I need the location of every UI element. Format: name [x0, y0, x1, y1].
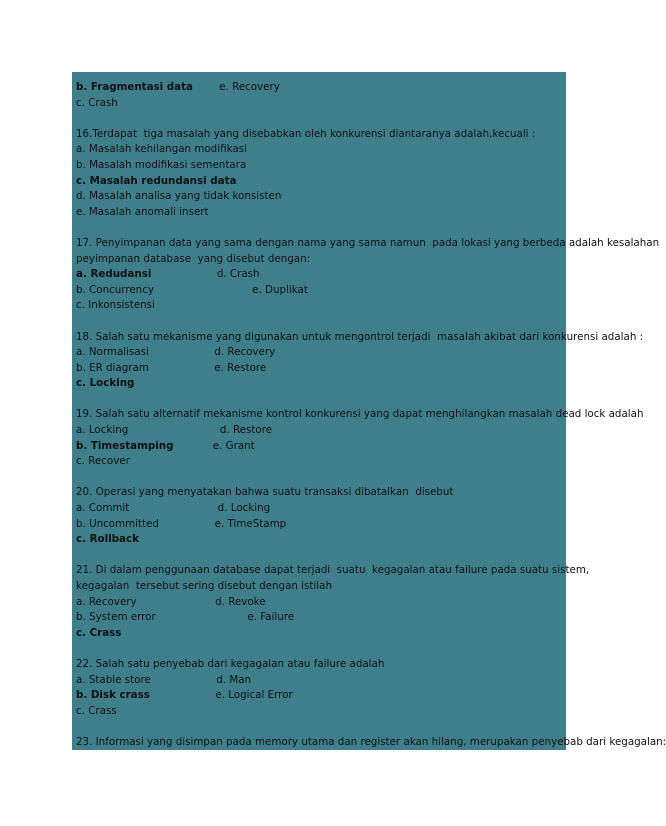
text-line [76, 439, 566, 455]
blank-line [76, 548, 566, 564]
text-line [76, 423, 566, 439]
text-line [76, 454, 566, 470]
text-line [76, 517, 566, 533]
answer-key-text: a. Redudansi [76, 268, 152, 281]
blank-line [76, 392, 566, 408]
line-text: peyimpanan database yang disebut dengan: [76, 252, 311, 265]
text-line [76, 626, 566, 642]
line-text: a. Normalisasi d. Recovery [76, 346, 276, 359]
blank-line [76, 470, 566, 486]
text-line [76, 688, 566, 704]
answer-key-text: b. Timestamping [76, 439, 174, 452]
answer-key-text: c. Rollback [76, 533, 139, 546]
line-text: a. Locking d. Restore [76, 424, 273, 437]
text-line [76, 501, 566, 517]
line-text: b. System error e. Failure [76, 611, 295, 624]
line-text: a. Commit d. Locking [76, 502, 271, 515]
line-text: b. Uncommitted e. TimeStamp [76, 517, 287, 530]
line-text: 23. Informasi yang disimpan pada memory utama dan register akan hilang, merupakan penyebab dari kegagalan: [76, 735, 666, 748]
text-line [76, 330, 644, 346]
line-text: a. Masalah kehilangan modifikasi [76, 143, 247, 156]
text-line [76, 595, 566, 611]
line-text: 17. Penyimpanan data yang sama dengan nama yang sama namun pada lokasi yang berbeda adalah kesalahan [76, 236, 660, 249]
option-text: e. Grant [173, 439, 255, 452]
line-text: c. Inkonsistensi [76, 299, 155, 312]
text-line [76, 345, 566, 361]
line-text: 19. Salah satu alternatif mekanisme kontrol konkurensi yang dapat menghilangkan masalah dead lock adalah [76, 408, 644, 421]
line-text: 20. Operasi yang menyatakan bahwa suatu transaksi dibatalkan disebut [76, 486, 454, 499]
line-text: 16.Terdapat tiga masalah yang disebabkan oleh konkurensi diantaranya adalah,kecuali : [76, 127, 536, 140]
blank-line [76, 111, 566, 127]
text-line [76, 298, 566, 314]
line-text: b. Masalah modifikasi sementara [76, 158, 247, 171]
line-text: 21. Di dalam penggunaan database dapat terjadi suatu kegagalan atau failure pada suatu sistem, [76, 564, 590, 577]
line-text: 18. Salah satu mekanisme yang digunakan untuk mengontrol terjadi masalah akibat dari konkurensi adalah : [76, 330, 644, 343]
option-text: e. Recovery [193, 81, 280, 93]
text-line [76, 532, 566, 548]
line-text: a. Recovery d. Revoke [76, 595, 266, 608]
text-line [76, 673, 566, 689]
text-line [76, 142, 566, 158]
option-text: d. Crash [151, 268, 260, 281]
line-text: c. Recover [76, 455, 130, 468]
text-line [76, 80, 566, 96]
line-text: 22. Salah satu penyebab dari kegagalan atau failure adalah [76, 657, 385, 670]
answer-key-text: c. Masalah redundansi data [76, 174, 237, 187]
line-text: c. Crash [76, 96, 118, 109]
blank-line [76, 641, 566, 657]
text-line [76, 361, 566, 377]
text-line [76, 158, 566, 174]
answer-key-text: b. Disk crass [76, 689, 150, 702]
answer-key-text: c. Locking [76, 377, 135, 390]
line-text: b. ER diagram e. Restore [76, 361, 267, 374]
text-line [76, 205, 566, 221]
question-list [76, 80, 666, 751]
text-line [76, 96, 566, 112]
question-panel [72, 72, 666, 750]
blank-line [76, 220, 566, 236]
text-line [76, 267, 566, 283]
text-line [76, 579, 566, 595]
text-line [76, 252, 566, 268]
answer-key-text: c. Crass [76, 626, 122, 639]
text-line [76, 563, 590, 579]
text-line [76, 407, 644, 423]
text-line [76, 189, 566, 205]
text-line [76, 704, 566, 720]
blank-line [76, 719, 566, 735]
blank-line [76, 314, 566, 330]
text-line [76, 283, 566, 299]
text-line [76, 127, 566, 143]
line-text: c. Crass [76, 704, 117, 717]
option-text: e. Logical Error [149, 689, 293, 702]
line-text: a. Stable store d. Man [76, 673, 252, 686]
text-line [76, 236, 660, 252]
line-text: kegagalan tersebut sering disebut dengan istilah [76, 580, 333, 592]
text-line [76, 735, 666, 751]
text-line [76, 174, 566, 190]
line-text: d. Masalah analisa yang tidak konsisten [76, 190, 282, 203]
answer-key-text: b. Fragmentasi data [76, 81, 193, 93]
line-text: e. Masalah anomali insert [76, 205, 209, 218]
text-line [76, 376, 566, 392]
text-line [76, 657, 566, 673]
text-line [76, 485, 566, 501]
text-line [76, 610, 566, 626]
line-text: b. Concurrency e. Duplikat [76, 283, 308, 296]
